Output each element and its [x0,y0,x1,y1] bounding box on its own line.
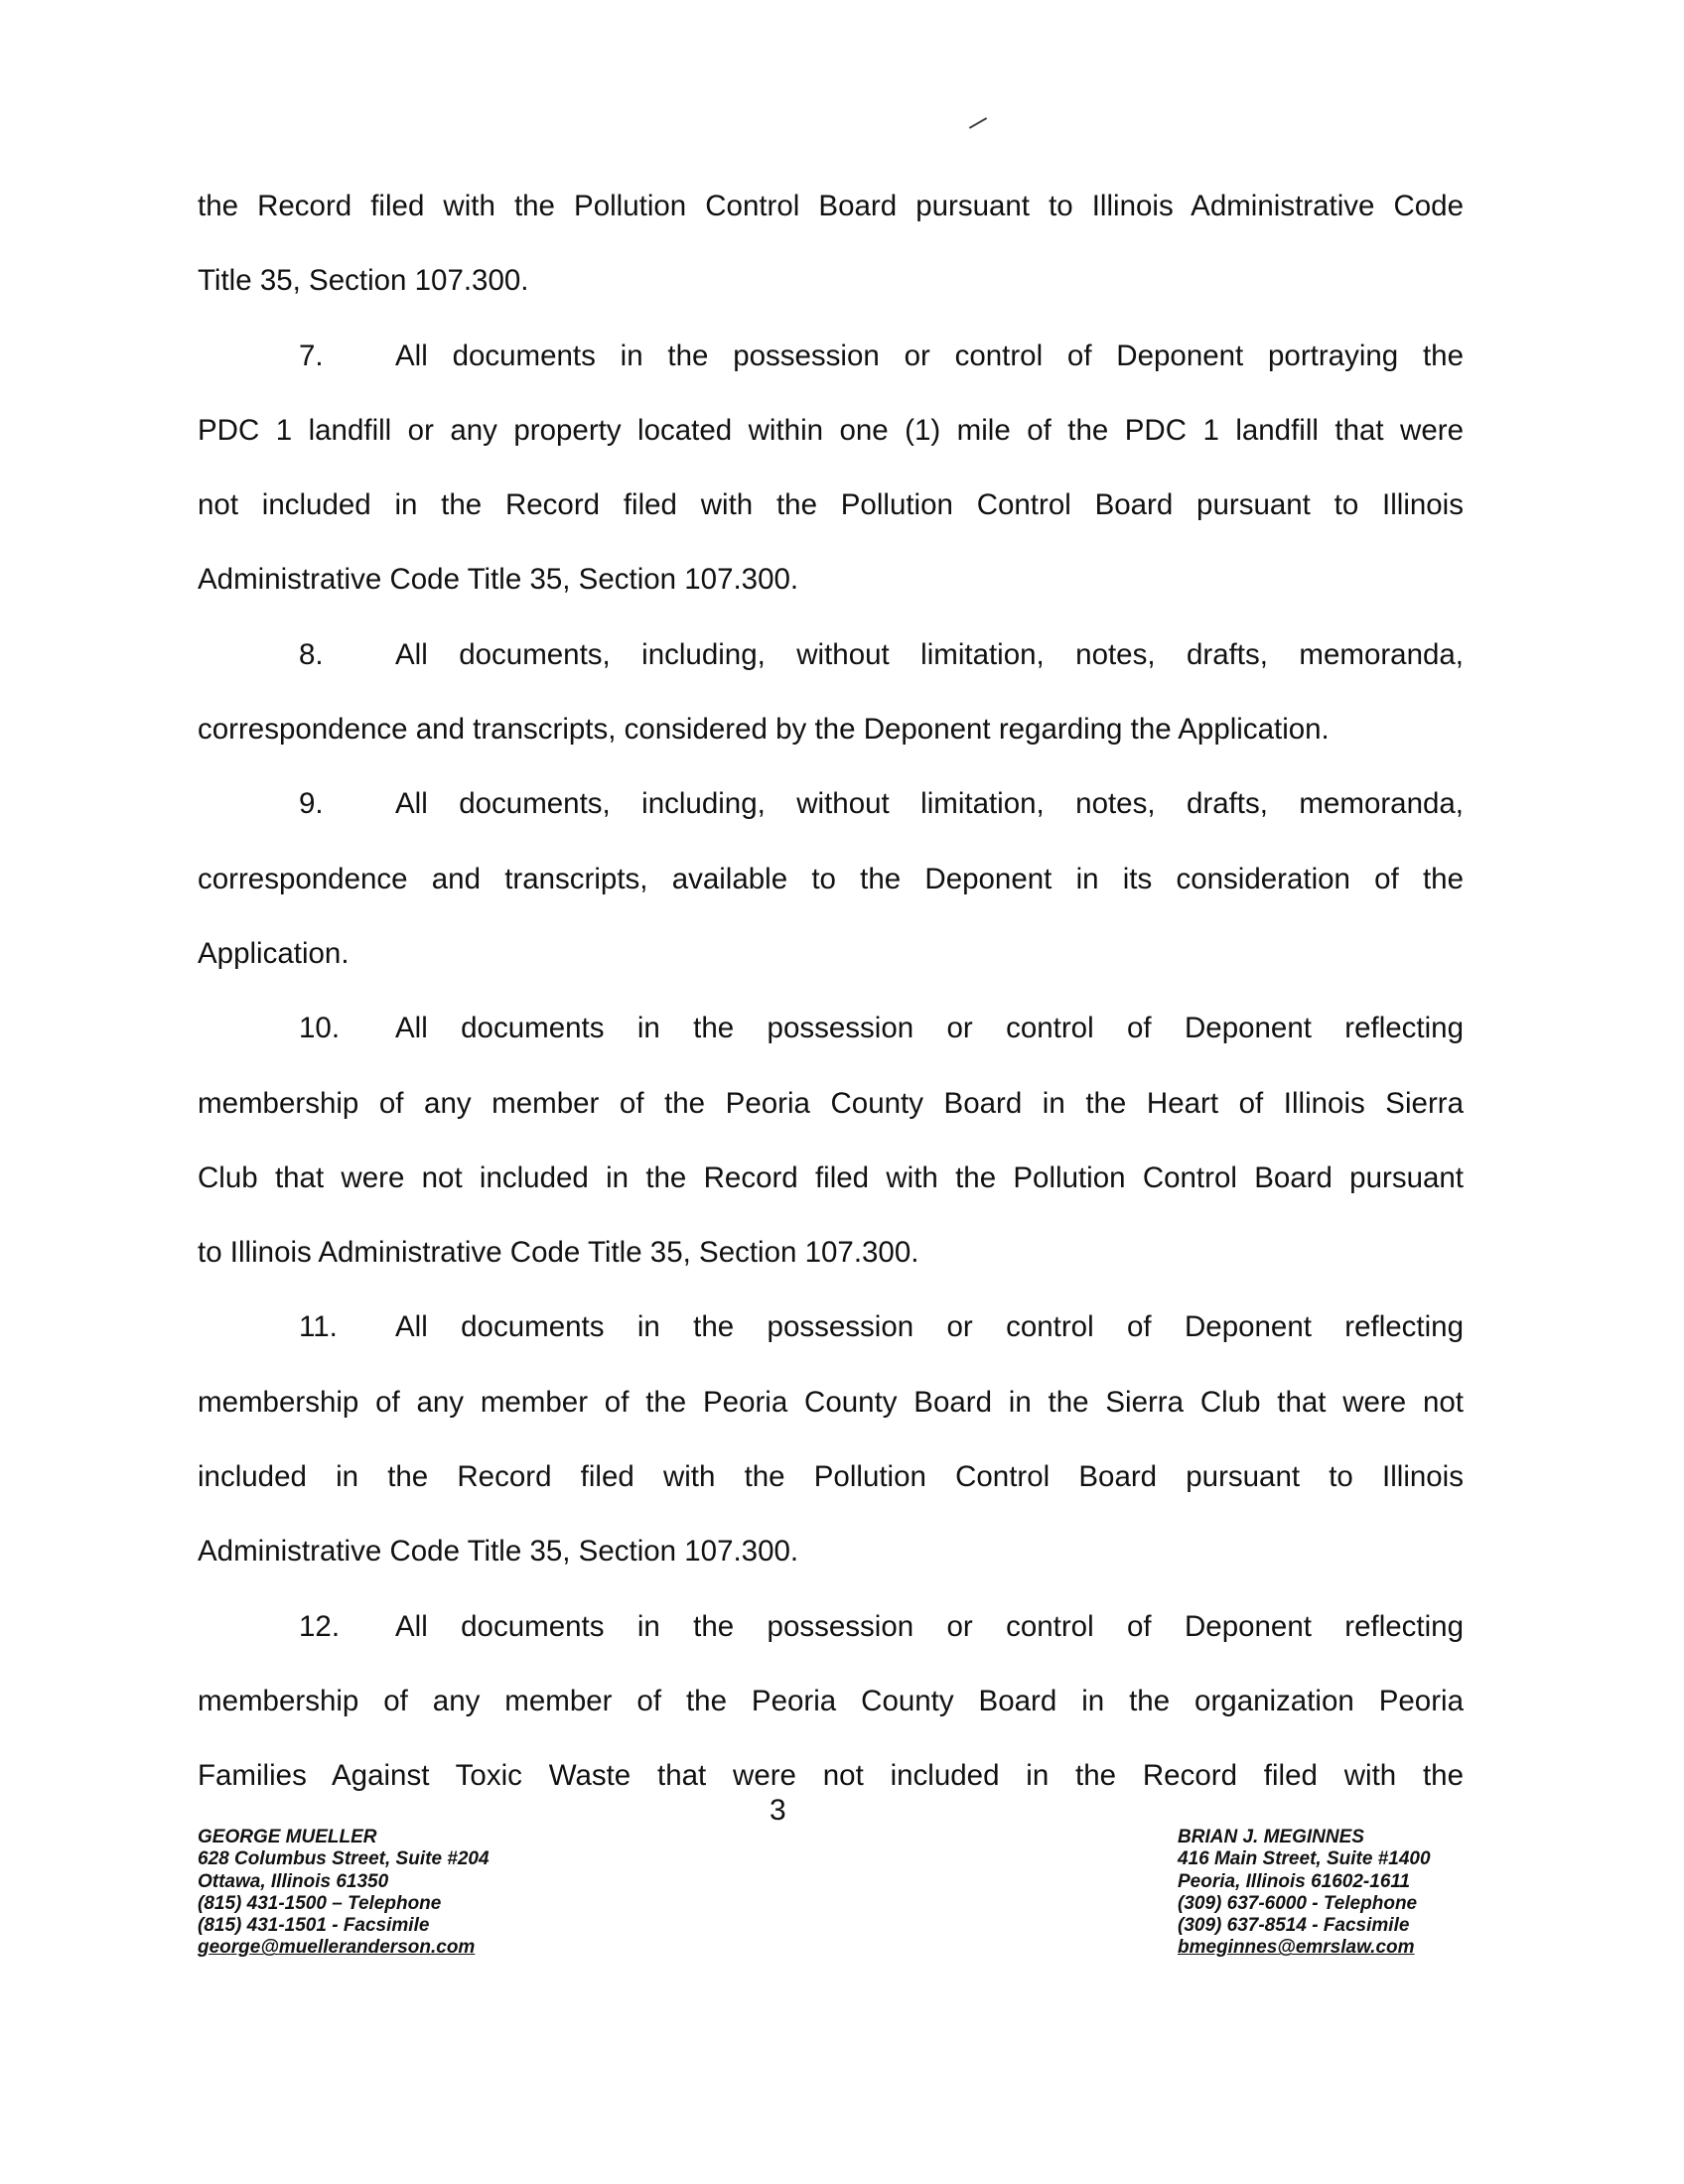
text-line: the Record filed with the Pollution Control Board pursuant to Illinois Administrative Code [198,190,1464,222]
text-line: All documents, including, without limitation, notes, drafts, memoranda, [395,637,1464,671]
contact-line: (815) 431-1501 - Facsimile [198,1915,430,1937]
text-line: All documents in the possession or control of Deponent portraying the [395,339,1464,372]
page-number: 3 [770,1794,786,1827]
paragraph-number: 9. [299,787,324,821]
paragraph [198,169,1464,319]
contact-line: Peoria, Illinois 61602-1611 [1178,1870,1411,1892]
text-line: membership of any member of the Peoria County Board in the Heart of Illinois Sierra [198,1086,1464,1120]
scan-mark [969,117,987,129]
contact-line: (309) 637-8514 - Facsimile [1178,1915,1410,1937]
contact-line: (815) 431-1500 – Telephone [198,1892,442,1914]
text-line: correspondence and transcripts, available to the Deponent in its consideration of the [198,862,1464,895]
text-line: correspondence and transcripts, considered by the Deponent regarding the Application. [198,713,1330,747]
text-line: PDC 1 landfill or any property located within one (1) mile of the PDC 1 landfill that were [198,413,1464,447]
text-line: Administrative Code Title 35, Section 107.300. [198,563,799,597]
text-line: Families Against Toxic Waste that were not included in the Record filed with the [198,1759,1464,1793]
paragraph [198,766,1464,991]
text-line: All documents, including, without limitation, notes, drafts, memoranda, [395,787,1464,821]
contact-line: 416 Main Street, Suite #1400 [1178,1848,1431,1870]
contact-line: (309) 637-6000 - Telephone [1178,1892,1418,1914]
text-line: membership of any member of the Peoria County Board in the Sierra Club that were not [198,1385,1464,1419]
paragraph-number: 8. [299,637,324,671]
attorney-name: BRIAN J. MEGINNES [1178,1827,1364,1847]
text-line: included in the Record filed with the Pollution Control Board pursuant to Illinois [198,1460,1464,1494]
text-line: Administrative Code Title 35, Section 107.300. [198,1535,799,1569]
text-line: not included in the Record filed with the Pollution Control Board pursuant to Illinois [198,488,1464,522]
paragraph-number: 7. [299,339,324,372]
paragraph-number: 12. [299,1609,341,1643]
paragraph [198,617,1464,767]
text-line: All documents in the possession or control of Deponent reflecting [395,1012,1464,1045]
email-link[interactable]: bmeginnes@emrslaw.com [1178,1937,1415,1959]
paragraph [198,319,1464,617]
text-line: membership of any member of the Peoria County Board in the organization Peoria [198,1684,1464,1717]
contact-line: Ottawa, Illinois 61350 [198,1870,389,1892]
paragraph [198,1290,1464,1588]
contact-line: 628 Columbus Street, Suite #204 [198,1848,490,1870]
footer-right-attorney [1178,1827,1431,1960]
text-line: Title 35, Section 107.300. [198,264,529,298]
paragraph [198,991,1464,1290]
text-line: Application. [198,936,350,970]
text-line: Club that were not included in the Record filed with the Pollution Control Board pursuant [198,1160,1464,1194]
attorney-name: GEORGE MUELLER [198,1827,377,1847]
text-line: to Illinois Administrative Code Title 35, Section 107.300. [198,1236,919,1270]
text-line: All documents in the possession or control of Deponent reflecting [395,1609,1464,1643]
paragraph-number: 10. [299,1012,341,1045]
document-body [198,169,1464,1814]
paragraph [198,1589,1464,1814]
paragraph-number: 11. [299,1310,338,1344]
email-link[interactable]: george@muelleranderson.com [198,1937,476,1959]
text-line: All documents in the possession or control of Deponent reflecting [395,1310,1464,1344]
footer-left-attorney [198,1827,490,1960]
